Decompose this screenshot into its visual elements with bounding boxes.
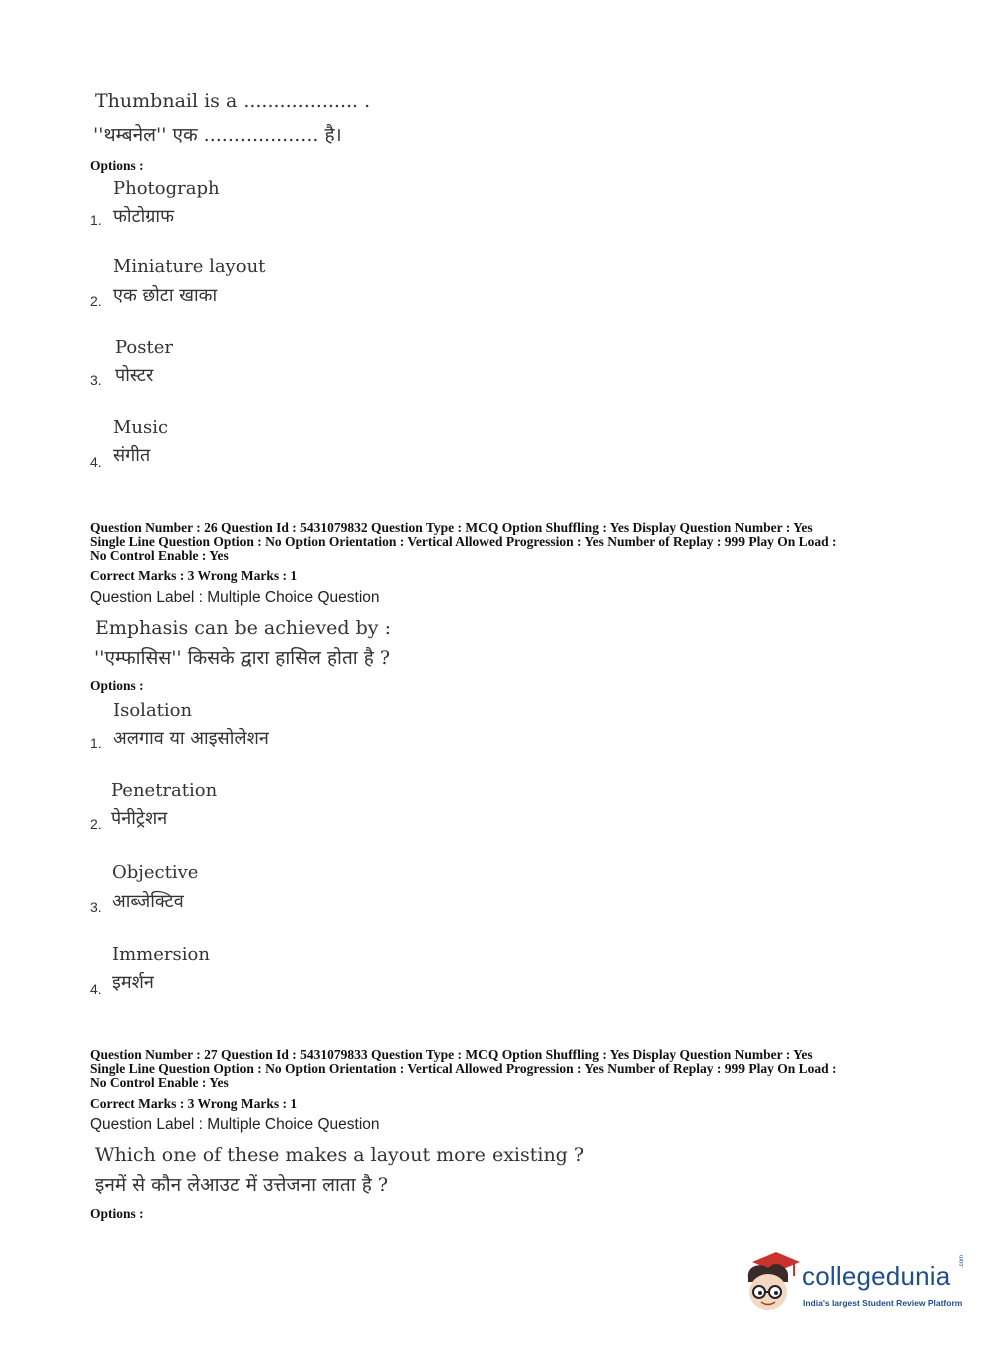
q27-marks: Correct Marks : 3 Wrong Marks : 1 <box>90 1096 298 1111</box>
q26-meta-line-3: No Control Enable : Yes <box>90 548 229 563</box>
q27-meta-line-2: Single Line Question Option : No Option Orientation : Vertical Allowed Progression : Yes Number of Replay : 999 Play On Load : <box>90 1061 837 1076</box>
option-number: 3. <box>90 899 102 915</box>
q27-meta-line-3: No Control Enable : Yes <box>90 1075 229 1090</box>
option-number: 4. <box>90 454 102 470</box>
q27-question-label: Question Label : Multiple Choice Question <box>90 1116 380 1133</box>
option-number: 1. <box>90 735 102 751</box>
q27-meta-line-1: Question Number : 27 Question Id : 5431079833 Question Type : MCQ Option Shuffling : Yes Display Question Number : Yes <box>90 1047 813 1062</box>
mascot-icon <box>742 1248 802 1314</box>
q26-options-label: Options : <box>90 678 144 693</box>
option-text-en: Immersion <box>112 944 210 965</box>
option-number: 2. <box>90 816 102 832</box>
q25-options-label: Options : <box>90 158 144 173</box>
option-text-hi: आब्जेक्टिव <box>112 891 184 912</box>
option-number: 3. <box>90 372 102 388</box>
option-text-en: Penetration <box>111 780 218 801</box>
option-text-en: Photograph <box>113 178 220 199</box>
option-text-en: Miniature layout <box>113 256 266 277</box>
q27-options-label: Options : <box>90 1206 144 1221</box>
q26-question-hi: ''एम्फासिस'' किसके द्वारा हासिल होता है ? <box>94 647 391 669</box>
option-text-en: Objective <box>112 862 199 883</box>
q26-meta-line-2: Single Line Question Option : No Option Orientation : Vertical Allowed Progression : Yes Number of Replay : 999 Play On Load : <box>90 534 837 549</box>
q27-question-en: Which one of these makes a layout more existing ? <box>95 1144 585 1166</box>
option-text-hi: फोटोग्राफ <box>113 206 174 227</box>
option-text-hi: पेनीट्रेशन <box>111 808 168 829</box>
brand-name: collegedunia <box>802 1261 951 1291</box>
q27-question-hi: इनमें से कौन लेआउट में उत्तेजना लाता है ? <box>95 1174 389 1196</box>
option-text-hi: इमर्शन <box>112 972 154 993</box>
option-text-hi: एक छोटा खाका <box>113 285 218 306</box>
q26-meta-line-1: Question Number : 26 Question Id : 5431079832 Question Type : MCQ Option Shuffling : Yes Display Question Number : Yes <box>90 520 813 535</box>
q26-question-en: Emphasis can be achieved by : <box>95 617 391 639</box>
q25-question-hi: ''थम्बनेल'' एक ................... है। <box>93 124 342 146</box>
option-text-en: Isolation <box>113 700 193 721</box>
option-number: 2. <box>90 293 102 309</box>
brand-tagline: India's largest Student Review Platform <box>803 1298 963 1308</box>
option-text-hi: अलगाव या आइसोलेशन <box>113 728 269 749</box>
option-text-en: Music <box>113 417 169 438</box>
q26-question-label: Question Label : Multiple Choice Question <box>90 589 380 606</box>
option-text-hi: संगीत <box>113 445 151 466</box>
collegedunia-logo[interactable] <box>742 1248 967 1318</box>
option-number: 1. <box>90 212 102 228</box>
option-text-en: Poster <box>115 337 173 358</box>
q26-marks: Correct Marks : 3 Wrong Marks : 1 <box>90 568 298 583</box>
option-text-hi: पोस्टर <box>115 365 154 386</box>
option-number: 4. <box>90 981 102 997</box>
brand-suffix: .com <box>959 1254 965 1268</box>
q25-question-en: Thumbnail is a ................... . <box>95 90 371 112</box>
